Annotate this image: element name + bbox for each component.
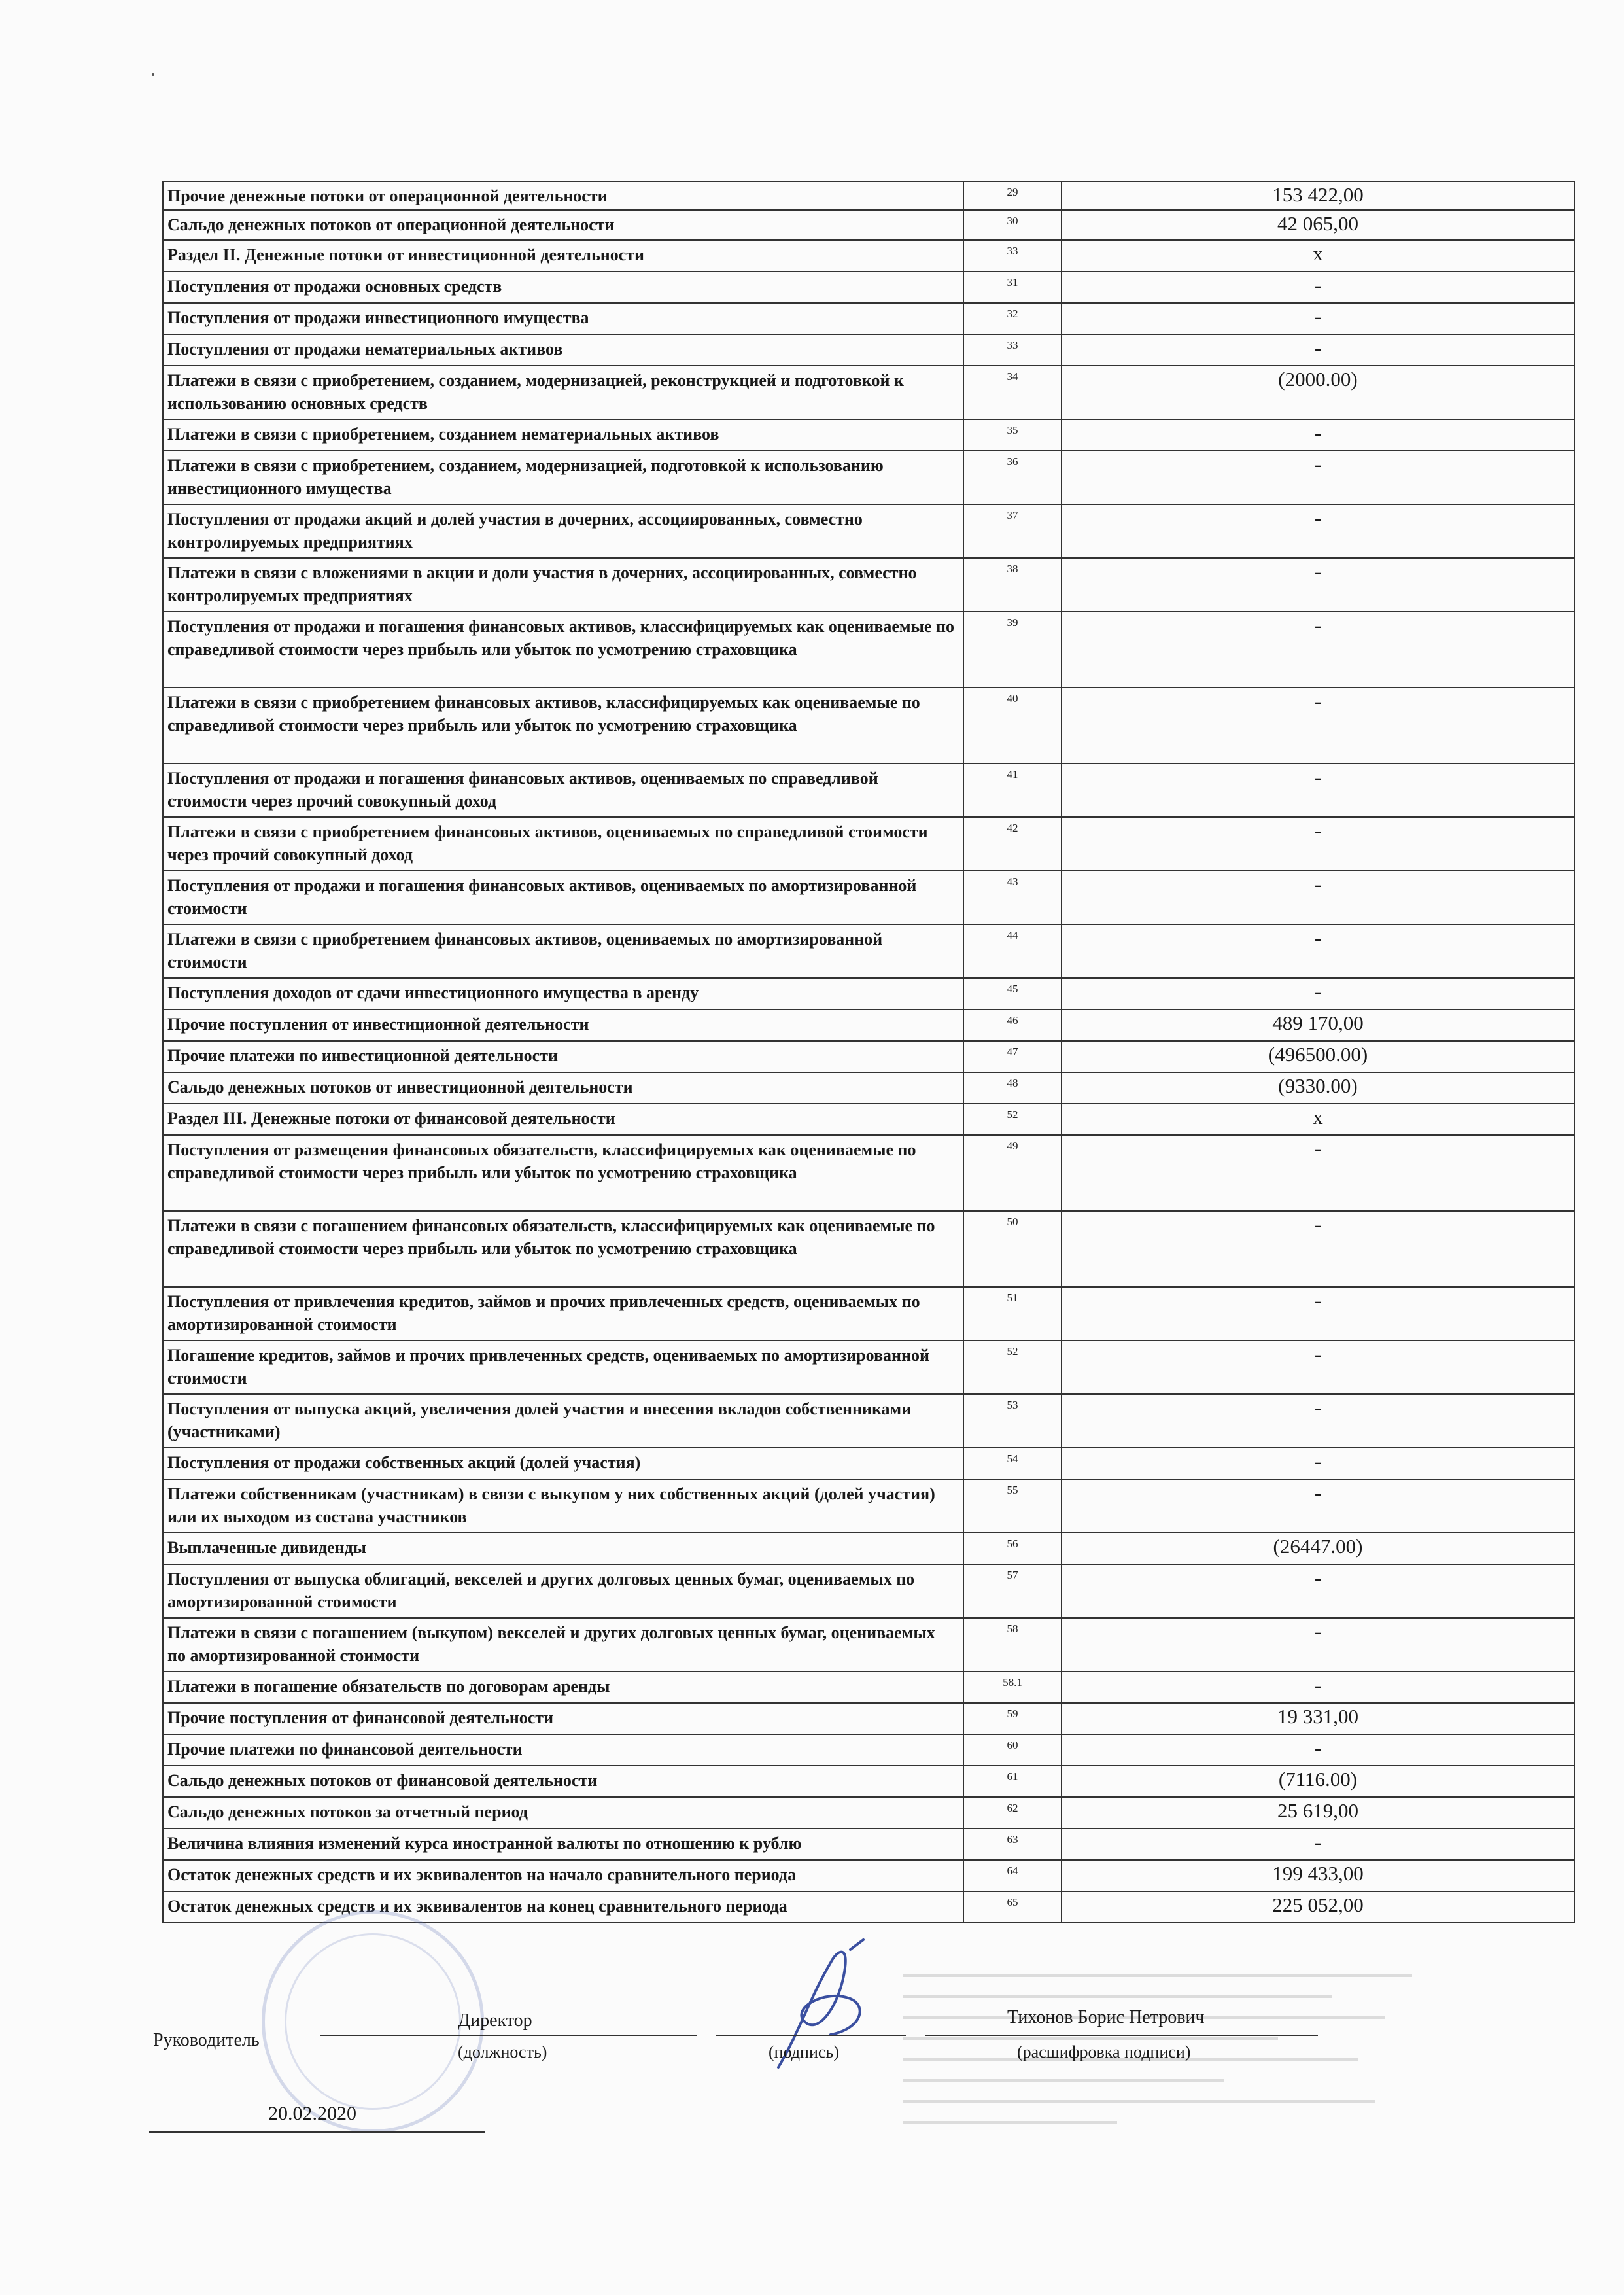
row-value-cell xyxy=(1062,871,1574,924)
row-label: Поступления от продажи нематериальных активов xyxy=(163,334,963,366)
row-code: 37 xyxy=(963,504,1062,558)
row-code: 49 xyxy=(963,1135,1062,1211)
row-label: Сальдо денежных потоков от инвестиционной деятельности xyxy=(163,1072,963,1104)
row-label: Остаток денежных средств и их эквивалентов на начало сравнительного периода xyxy=(163,1860,963,1891)
position-caption: (должность) xyxy=(458,2042,547,2061)
row-label: Поступления от привлечения кредитов, займов и прочих привлеченных средств, оцениваемых по амортизированной стоимости xyxy=(163,1287,963,1340)
row-value: (9330.00) xyxy=(1278,1074,1358,1097)
row-value-cell xyxy=(1062,1211,1574,1287)
row-code: 38 xyxy=(963,558,1062,612)
table-row xyxy=(163,1448,1574,1479)
row-label: Прочие денежные потоки от операционной деятельности xyxy=(163,181,963,210)
row-label: Величина влияния изменений курса иностранной валюты по отношению к рублю xyxy=(163,1829,963,1860)
row-code: 39 xyxy=(963,612,1062,688)
row-value: - xyxy=(1314,1620,1322,1643)
table-row xyxy=(163,1394,1574,1448)
row-code: 30 xyxy=(963,210,1062,240)
row-code: 41 xyxy=(963,763,1062,817)
position-line xyxy=(320,2035,697,2036)
signature-caption: (подпись) xyxy=(769,2042,839,2061)
row-label: Платежи в связи с вложениями в акции и доли участия в дочерних, ассоциированных, совместно контролируемых предприятиях xyxy=(163,558,963,612)
table-row xyxy=(163,1564,1574,1618)
table-row xyxy=(163,451,1574,504)
row-code: 58 xyxy=(963,1618,1062,1672)
row-value-cell xyxy=(1062,1072,1574,1104)
table-row xyxy=(163,924,1574,978)
row-value: - xyxy=(1314,1673,1322,1696)
row-label: Платежи в связи с приобретением, созданием, модернизацией, реконструкцией и подготовкой к использованию основных средств xyxy=(163,366,963,419)
row-code: 54 xyxy=(963,1448,1062,1479)
row-value-cell xyxy=(1062,1672,1574,1703)
row-value-cell xyxy=(1062,1766,1574,1797)
row-label: Выплаченные дивиденды xyxy=(163,1533,963,1564)
row-value: - xyxy=(1314,421,1322,444)
show-through-text xyxy=(903,1956,1439,2205)
row-label: Платежи собственникам (участникам) в связи с выкупом у них собственных акций (долей участия) или их выходом из состава участников xyxy=(163,1479,963,1533)
row-value-cell xyxy=(1062,1340,1574,1394)
name-caption: (расшифровка подписи) xyxy=(1017,2042,1191,2061)
row-value-cell xyxy=(1062,817,1574,871)
table-row xyxy=(163,1211,1574,1287)
manager-label: Руководитель xyxy=(153,2030,260,2050)
row-value: 489 170,00 xyxy=(1272,1011,1364,1034)
row-label: Сальдо денежных потоков от финансовой деятельности xyxy=(163,1766,963,1797)
row-label: Поступления от продажи и погашения финансовых активов, оцениваемых по справедливой стоимости через прочий совокупный доход xyxy=(163,763,963,817)
row-code: 46 xyxy=(963,1009,1062,1041)
row-label: Платежи в связи с погашением (выкупом) векселей и других долговых ценных бумаг, оцениваемых по амортизированной стоимости xyxy=(163,1618,963,1672)
row-label: Поступления от продажи и погашения финансовых активов, классифицируемых как оцениваемые по справедливой стоимости через прибыль или убыток по усмотрению страховщика xyxy=(163,612,963,688)
row-value: - xyxy=(1314,506,1322,529)
table-row xyxy=(163,817,1574,871)
row-label: Прочие поступления от финансовой деятельности xyxy=(163,1703,963,1734)
report-date: 20.02.2020 xyxy=(268,2103,356,2124)
table-row xyxy=(163,1340,1574,1394)
table-row xyxy=(163,272,1574,303)
row-value: - xyxy=(1314,1137,1322,1160)
row-value-cell xyxy=(1062,1448,1574,1479)
table-row xyxy=(163,1479,1574,1533)
table-row xyxy=(163,1829,1574,1860)
row-code: 33 xyxy=(963,334,1062,366)
row-label: Поступления от продажи основных средств xyxy=(163,272,963,303)
row-value-cell xyxy=(1062,1287,1574,1340)
row-value-cell xyxy=(1062,1703,1574,1734)
table-row xyxy=(163,1766,1574,1797)
row-value-cell xyxy=(1062,451,1574,504)
row-value-cell xyxy=(1062,1564,1574,1618)
position-value: Директор xyxy=(458,2010,532,2031)
row-value: (26447.00) xyxy=(1273,1535,1363,1558)
row-code: 56 xyxy=(963,1533,1062,1564)
row-code: 44 xyxy=(963,924,1062,978)
row-value-cell xyxy=(1062,1891,1574,1923)
row-value-cell xyxy=(1062,419,1574,451)
table-row xyxy=(163,1672,1574,1703)
row-value: 153 422,00 xyxy=(1272,183,1364,206)
row-code: 45 xyxy=(963,978,1062,1009)
row-value: - xyxy=(1314,1450,1322,1473)
row-code: 52 xyxy=(963,1104,1062,1135)
table-row xyxy=(163,504,1574,558)
row-label: Погашение кредитов, займов и прочих привлеченных средств, оцениваемых по амортизированной стоимости xyxy=(163,1340,963,1394)
row-value: - xyxy=(1314,614,1322,637)
table-row xyxy=(163,210,1574,240)
row-label: Остаток денежных средств и их эквивалентов на конец сравнительного периода xyxy=(163,1891,963,1923)
row-value-cell xyxy=(1062,1479,1574,1533)
row-code: 55 xyxy=(963,1479,1062,1533)
row-code: 52 xyxy=(963,1340,1062,1394)
row-value-cell xyxy=(1062,1009,1574,1041)
name-line xyxy=(925,2035,1318,2036)
row-value: 19 331,00 xyxy=(1277,1705,1358,1728)
row-value-cell xyxy=(1062,978,1574,1009)
row-value-cell xyxy=(1062,210,1574,240)
table-row xyxy=(163,366,1574,419)
row-value: х xyxy=(1313,1106,1323,1129)
row-code: 61 xyxy=(963,1766,1062,1797)
row-value-cell xyxy=(1062,1394,1574,1448)
table-row xyxy=(163,1703,1574,1734)
table-row xyxy=(163,1135,1574,1211)
row-value: - xyxy=(1314,765,1322,788)
table-row xyxy=(163,1618,1574,1672)
scan-speck xyxy=(152,73,154,76)
row-value-cell xyxy=(1062,504,1574,558)
row-code: 53 xyxy=(963,1394,1062,1448)
row-value-cell xyxy=(1062,924,1574,978)
row-value: - xyxy=(1314,1213,1322,1236)
row-code: 33 xyxy=(963,240,1062,272)
row-value-cell xyxy=(1062,1829,1574,1860)
row-value-cell xyxy=(1062,334,1574,366)
row-value-cell xyxy=(1062,1041,1574,1072)
row-label: Платежи в связи с приобретением финансовых активов, оцениваемых по амортизированной стоимости xyxy=(163,924,963,978)
row-code: 36 xyxy=(963,451,1062,504)
row-code: 58.1 xyxy=(963,1672,1062,1703)
row-code: 29 xyxy=(963,181,1062,210)
row-value-cell xyxy=(1062,240,1574,272)
row-value-cell xyxy=(1062,1860,1574,1891)
row-label: Поступления от выпуска акций, увеличения долей участия и внесения вкладов собственниками (участниками) xyxy=(163,1394,963,1448)
row-label: Платежи в связи с приобретением, созданием нематериальных активов xyxy=(163,419,963,451)
table-row xyxy=(163,303,1574,334)
row-value: (496500.00) xyxy=(1268,1043,1368,1066)
row-label: Поступления от выпуска облигаций, векселей и других долговых ценных бумаг, оцениваемых по амортизированной стоимости xyxy=(163,1564,963,1618)
row-value: - xyxy=(1314,1566,1322,1589)
table-row xyxy=(163,1860,1574,1891)
signature-line xyxy=(716,2035,906,2036)
row-value-cell xyxy=(1062,1104,1574,1135)
table-row xyxy=(163,763,1574,817)
row-label: Поступления от продажи инвестиционного имущества xyxy=(163,303,963,334)
row-code: 50 xyxy=(963,1211,1062,1287)
row-label: Платежи в погашение обязательств по договорам аренды xyxy=(163,1672,963,1703)
row-label: Платежи в связи с приобретением финансовых активов, оцениваемых по справедливой стоимости через прочий совокупный доход xyxy=(163,817,963,871)
row-code: 35 xyxy=(963,419,1062,451)
table-row xyxy=(163,1797,1574,1829)
row-label: Поступления от размещения финансовых обязательств, классифицируемых как оцениваемые по справедливой стоимости через прибыль или убыток по усмотрению страховщика xyxy=(163,1135,963,1211)
row-label: Платежи в связи с приобретением, созданием, модернизацией, подготовкой к использованию инвестиционного имущества xyxy=(163,451,963,504)
table-row xyxy=(163,334,1574,366)
row-code: 40 xyxy=(963,688,1062,763)
row-value: - xyxy=(1314,1342,1322,1365)
row-value-cell xyxy=(1062,1797,1574,1829)
table-row xyxy=(163,612,1574,688)
row-label: Платежи в связи с погашением финансовых обязательств, классифицируемых как оцениваемые по справедливой стоимости через прибыль или убыток по усмотрению страховщика xyxy=(163,1211,963,1287)
company-stamp xyxy=(262,1910,484,2133)
table-row xyxy=(163,181,1574,210)
row-value: - xyxy=(1314,1736,1322,1759)
row-value-cell xyxy=(1062,181,1574,210)
row-label: Прочие поступления от инвестиционной деятельности xyxy=(163,1009,963,1041)
row-value: х xyxy=(1313,242,1323,265)
row-value-cell xyxy=(1062,763,1574,817)
row-value: - xyxy=(1314,336,1322,359)
row-value: 199 433,00 xyxy=(1272,1862,1364,1885)
row-value-cell xyxy=(1062,558,1574,612)
row-value-cell xyxy=(1062,272,1574,303)
date-line xyxy=(149,2131,485,2133)
row-code: 43 xyxy=(963,871,1062,924)
row-value: - xyxy=(1314,690,1322,712)
row-code: 57 xyxy=(963,1564,1062,1618)
row-value: - xyxy=(1314,926,1322,949)
row-value-cell xyxy=(1062,612,1574,688)
table-row xyxy=(163,1041,1574,1072)
row-value: - xyxy=(1314,1289,1322,1312)
table-row xyxy=(163,978,1574,1009)
cash-flow-table xyxy=(162,181,1575,1923)
row-value-cell xyxy=(1062,688,1574,763)
row-value: - xyxy=(1314,980,1322,1003)
row-code: 42 xyxy=(963,817,1062,871)
row-value: 25 619,00 xyxy=(1277,1799,1358,1822)
table-row xyxy=(163,1104,1574,1135)
row-value-cell xyxy=(1062,366,1574,419)
row-label: Сальдо денежных потоков от операционной деятельности xyxy=(163,210,963,240)
row-value: - xyxy=(1314,305,1322,328)
row-value: 42 065,00 xyxy=(1277,212,1358,235)
row-code: 65 xyxy=(963,1891,1062,1923)
row-label: Прочие платежи по инвестиционной деятельности xyxy=(163,1041,963,1072)
table-row xyxy=(163,240,1574,272)
table-row xyxy=(163,1734,1574,1766)
row-value-cell xyxy=(1062,1734,1574,1766)
row-label: Сальдо денежных потоков за отчетный период xyxy=(163,1797,963,1829)
row-value: 225 052,00 xyxy=(1272,1893,1364,1916)
row-value-cell xyxy=(1062,303,1574,334)
table-row xyxy=(163,871,1574,924)
row-value-cell xyxy=(1062,1533,1574,1564)
row-code: 63 xyxy=(963,1829,1062,1860)
row-code: 31 xyxy=(963,272,1062,303)
signer-name: Тихонов Борис Петрович xyxy=(1007,2007,1205,2027)
row-label: Прочие платежи по финансовой деятельности xyxy=(163,1734,963,1766)
table-row xyxy=(163,419,1574,451)
table-row xyxy=(163,1533,1574,1564)
table-row xyxy=(163,1072,1574,1104)
row-value: - xyxy=(1314,1481,1322,1504)
row-value: - xyxy=(1314,873,1322,896)
row-value: - xyxy=(1314,819,1322,842)
row-value: (7116.00) xyxy=(1278,1768,1358,1791)
row-value-cell xyxy=(1062,1135,1574,1211)
row-value: - xyxy=(1314,273,1322,296)
row-code: 59 xyxy=(963,1703,1062,1734)
row-code: 62 xyxy=(963,1797,1062,1829)
row-value: (2000.00) xyxy=(1278,368,1358,391)
row-label: Поступления от продажи акций и долей участия в дочерних, ассоциированных, совместно контролируемых предприятиях xyxy=(163,504,963,558)
row-label: Раздел III. Денежные потоки от финансовой деятельности xyxy=(163,1104,963,1135)
row-code: 32 xyxy=(963,303,1062,334)
row-label: Раздел II. Денежные потоки от инвестиционной деятельности xyxy=(163,240,963,272)
row-label: Поступления от продажи собственных акций (долей участия) xyxy=(163,1448,963,1479)
row-label: Платежи в связи с приобретением финансовых активов, классифицируемых как оцениваемые по справедливой стоимости через прибыль или убыток по усмотрению страховщика xyxy=(163,688,963,763)
row-label: Поступления доходов от сдачи инвестиционного имущества в аренду xyxy=(163,978,963,1009)
row-value: - xyxy=(1314,453,1322,476)
row-value: - xyxy=(1314,1396,1322,1419)
row-label: Поступления от продажи и погашения финансовых активов, оцениваемых по амортизированной стоимости xyxy=(163,871,963,924)
row-code: 60 xyxy=(963,1734,1062,1766)
row-code: 34 xyxy=(963,366,1062,419)
row-value-cell xyxy=(1062,1618,1574,1672)
table-row xyxy=(163,558,1574,612)
table-row xyxy=(163,688,1574,763)
table-row xyxy=(163,1009,1574,1041)
row-code: 48 xyxy=(963,1072,1062,1104)
row-value: - xyxy=(1314,1831,1322,1853)
row-value: - xyxy=(1314,560,1322,583)
row-code: 47 xyxy=(963,1041,1062,1072)
table-row xyxy=(163,1287,1574,1340)
row-code: 51 xyxy=(963,1287,1062,1340)
row-code: 64 xyxy=(963,1860,1062,1891)
